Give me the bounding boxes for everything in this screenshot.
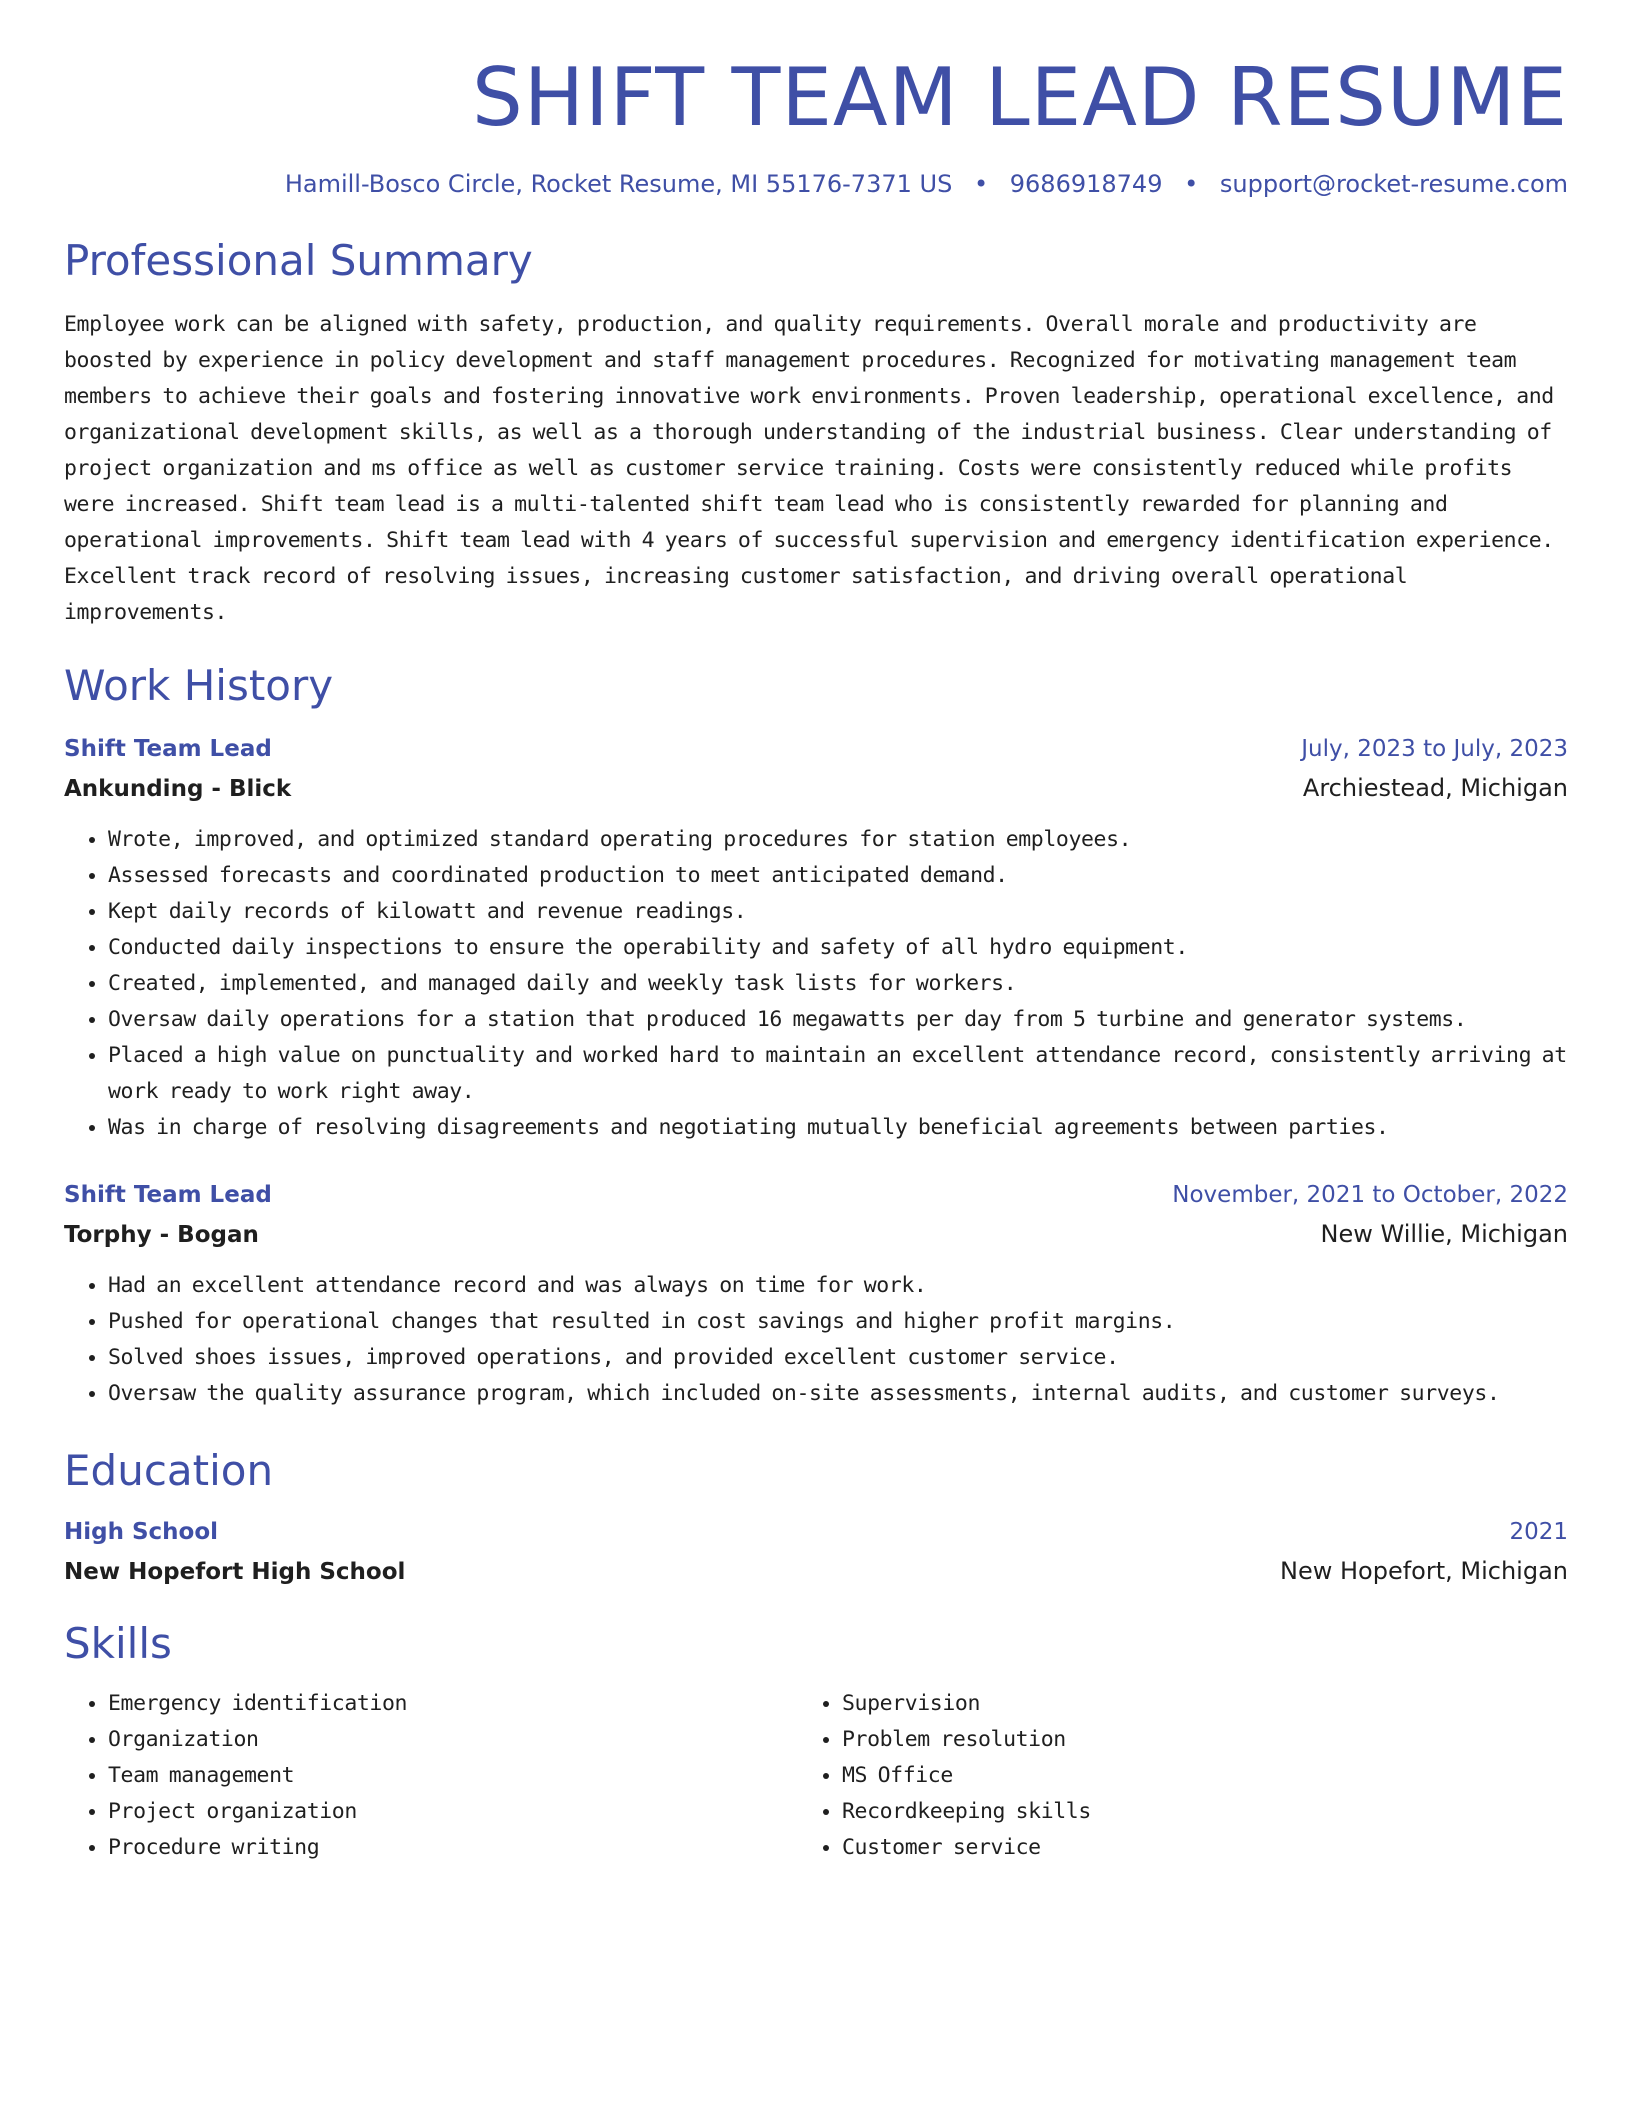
- contact-phone: 9686918749: [1009, 170, 1163, 198]
- section-title-education: Education: [64, 1446, 274, 1495]
- work-history-section: [64, 661, 1568, 1412]
- job-title: Shift Team Lead: [64, 736, 272, 762]
- summary-text: Employee work can be aligned with safety, production, and quality requirements. Overall morale and productivity are boosted by experience in policy development and staff management procedures. Recognized for motivating management team members to achieve their goals and fostering innovative work environments. Proven leadership, operational excellence, and organizational development skills, as well as a thorough understanding of the industrial business. Clear understanding of project organization and ms office as well as customer service training. Costs were consistently reduced while profits were increased. Shift team lead is a multi-talented shift team lead who is consistently rewarded for planning and operational improvements. Shift team lead with 4 years of successful supervision and emergency identification experience. Excellent track record of resolving issues, increasing customer satisfaction, and driving overall operational improvements.: [64, 312, 1554, 625]
- job-bullet: • Wrote, improved, and optimized standard operating procedures for station employees.: [108, 822, 1568, 858]
- job-dates: July, 2023 to July, 2023: [1301, 736, 1568, 762]
- skill-item: • Customer service: [842, 1830, 1532, 1866]
- job-bullets: [64, 822, 1568, 1146]
- skills-column-left: [64, 1686, 798, 1866]
- job-bullet: • Was in charge of resolving disagreements and negotiating mutually beneficial agreements between parties.: [108, 1110, 1568, 1146]
- contact-separator: •: [973, 170, 989, 198]
- job-company-row: [64, 774, 1568, 802]
- contact-email[interactable]: support@rocket-resume.com: [1219, 170, 1568, 198]
- job-bullet: • Pushed for operational changes that resulted in cost savings and higher profit margins.: [108, 1304, 1568, 1340]
- job-company: Ankunding - Blick: [64, 776, 292, 802]
- skills-list: [64, 1686, 798, 1866]
- job-bullets: [64, 1268, 1568, 1412]
- skill-item: • Project organization: [108, 1794, 798, 1830]
- job-entry: [64, 736, 1568, 1146]
- skill-item: • Supervision: [842, 1686, 1532, 1722]
- contact-separator: •: [1184, 170, 1199, 198]
- job-dates: November, 2021 to October, 2022: [1172, 1182, 1568, 1208]
- education-school-row: [64, 1557, 1568, 1585]
- job-bullet: • Conducted daily inspections to ensure the operability and safety of all hydro equipment.: [108, 930, 1568, 966]
- job-location: New Willie, Michigan: [1320, 1220, 1568, 1248]
- job-bullet: • Solved shoes issues, improved operations, and provided excellent customer service.: [108, 1340, 1568, 1376]
- job-bullet: • Oversaw daily operations for a station that produced 16 megawatts per day from 5 turbine and generator systems.: [108, 1002, 1568, 1038]
- job-company: Torphy - Bogan: [64, 1222, 259, 1248]
- skill-item: • Team management: [108, 1758, 798, 1794]
- education-school: New Hopefort High School: [64, 1559, 406, 1585]
- skills-column-right: [798, 1686, 1532, 1866]
- job-bullet: • Kept daily records of kilowatt and revenue readings.: [108, 894, 1568, 930]
- contact-address: Hamill-Bosco Circle, Rocket Resume, MI 55176-7371 US: [284, 170, 953, 198]
- job-company-row: [64, 1220, 1568, 1248]
- education-degree: High School: [64, 1519, 219, 1545]
- contact-line: [64, 170, 1568, 198]
- job-title: Shift Team Lead: [64, 1182, 272, 1208]
- skills-section: [64, 1619, 1568, 1866]
- resume-header: [64, 51, 1568, 198]
- skills-grid: [64, 1686, 1568, 1866]
- job-bullet: • Had an excellent attendance record and was always on time for work.: [108, 1268, 1568, 1304]
- section-title-skills: Skills: [64, 1619, 172, 1668]
- skill-item: • Problem resolution: [842, 1722, 1532, 1758]
- job-bullet: • Placed a high value on punctuality and worked hard to maintain an excellent attendance record, consistently arriving at work ready to work right away.: [108, 1038, 1568, 1110]
- job-bullet: • Oversaw the quality assurance program, which included on-site assessments, internal audits, and customer surveys.: [108, 1376, 1568, 1412]
- skill-item: • Emergency identification: [108, 1686, 798, 1722]
- skill-item: • MS Office: [842, 1758, 1532, 1794]
- skills-list: [798, 1686, 1532, 1866]
- summary-section: [64, 236, 1568, 631]
- education-degree-row: [64, 1519, 1568, 1545]
- section-title-summary: Professional Summary: [64, 236, 533, 285]
- section-title-work: Work History: [64, 661, 334, 710]
- skill-item: • Organization: [108, 1722, 798, 1758]
- job-bullet: • Assessed forecasts and coordinated production to meet anticipated demand.: [108, 858, 1568, 894]
- education-year: 2021: [1509, 1519, 1568, 1545]
- skill-item: • Recordkeeping skills: [842, 1794, 1532, 1830]
- job-bullet: • Created, implemented, and managed daily and weekly task lists for workers.: [108, 966, 1568, 1002]
- resume-title: SHIFT TEAM LEAD RESUME: [472, 51, 1568, 144]
- job-location: Archiestead, Michigan: [1302, 774, 1568, 802]
- job-entry: [64, 1182, 1568, 1412]
- education-location: New Hopefort, Michigan: [1280, 1557, 1568, 1585]
- job-title-row: [64, 736, 1568, 762]
- education-entry: [64, 1519, 1568, 1585]
- job-title-row: [64, 1182, 1568, 1208]
- education-section: [64, 1446, 1568, 1585]
- skill-item: • Procedure writing: [108, 1830, 798, 1866]
